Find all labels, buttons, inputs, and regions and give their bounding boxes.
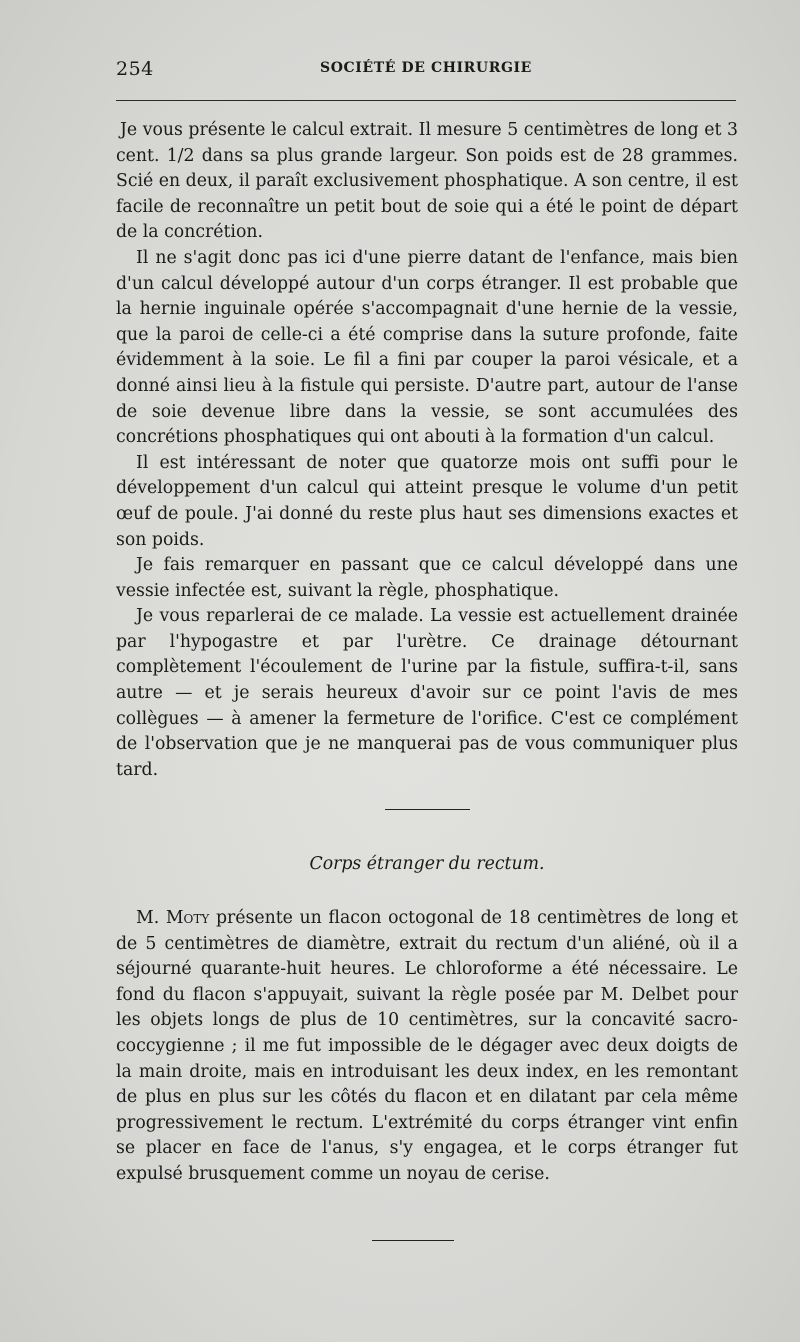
- speaker-name: Moty: [165, 908, 210, 928]
- section-title: Corps étranger du rectum.: [309, 854, 545, 874]
- paragraph: Il est intéressant de noter que quatorze mois ont suffi pour le développement d'un calcul qui atteint presque le volume d'un petit œuf de poule. J'ai donné du reste plus haut ses dimensions exactes et son poids.: [116, 452, 738, 550]
- paragraph: Je vous présente le calcul extrait. Il mesure 5 centimètres de long et 3 cent. 1/2 dans sa plus grande largeur. Son poids est de 28 grammes. Scié en deux, il paraît exclusivement phosphatique. A son centre, il est facile de reconnaître un petit bout de soie qui a été le point de départ de la concrétion.: [116, 120, 738, 243]
- paragraph: Il ne s'agit donc pas ici d'une pierre datant de l'enfance, mais bien d'un calcul développé autour d'un corps étranger. Il est probable que la hernie inguinale opérée s'accompagnait d'une hernie de la vessie, que la paroi de celle-ci a été comprise dans la suture profonde, faite évidemment à la soie. Le fil a fini par couper la paroi vésicale, et a donné ainsi lieu à la fistule qui persiste. D'autre part, autour de l'anse de soie devenue libre dans la vessie, se sont accumulées des concrétions phosphatiques qui ont abouti à la formation d'un calcul.: [116, 247, 738, 448]
- paragraph: [116, 906, 738, 1188]
- page-header: [116, 58, 736, 88]
- paragraph-text: présente un flacon octogonal de 18 centimètres de long et de 5 centimètres de diamètre, extrait du rectum d'un aliéné, où il a séjourné quarante-huit heures. Le chloroforme a été nécessaire. Le fond du flacon s'appuyait, suivant la règle posée par M. Delbet pour les objets longs de plus de 10 centimètres, sur la concavité sacro-coccygienne ; il me fut impossible de le dégager avec deux doigts de la main droite, mais en introduisant les deux index, en les remontant de plus en plus sur les côtés du flacon et en dilatant par cela même progressivement le rectum. L'extrémité du corps étranger vint enfin se placer en face de l'anus, s'y engagea, et le corps étranger fut expulsé brusquement comme un noyau de cerise.: [116, 908, 738, 1184]
- section-divider: [385, 809, 470, 810]
- paragraph: Je fais remarquer en passant que ce calcul développé dans une vessie infectée est, suivant la règle, phosphatique.: [116, 555, 738, 601]
- end-divider: [372, 1240, 454, 1241]
- paragraph: Je vous reparlerai de ce malade. La vessie est actuellement drainée par l'hypogastre et par l'urètre. Ce drainage détournant complètement l'écoulement de l'urine par la fistule, suffira-t-il, sans autre — et je serais heureux d'avoir sur ce point l'avis de mes collègues — à amener la fermeture de l'orifice. C'est ce complément de l'observation que je ne manquerai pas de vous communiquer plus tard.: [116, 606, 738, 780]
- running-title: SOCIÉTÉ DE CHIRURGIE: [320, 60, 532, 76]
- rectum-section: [116, 906, 738, 1188]
- page-number: 254: [116, 58, 154, 80]
- calculus-section: [116, 118, 738, 783]
- speaker-prefix: M.: [136, 908, 160, 928]
- header-rule: [116, 100, 736, 101]
